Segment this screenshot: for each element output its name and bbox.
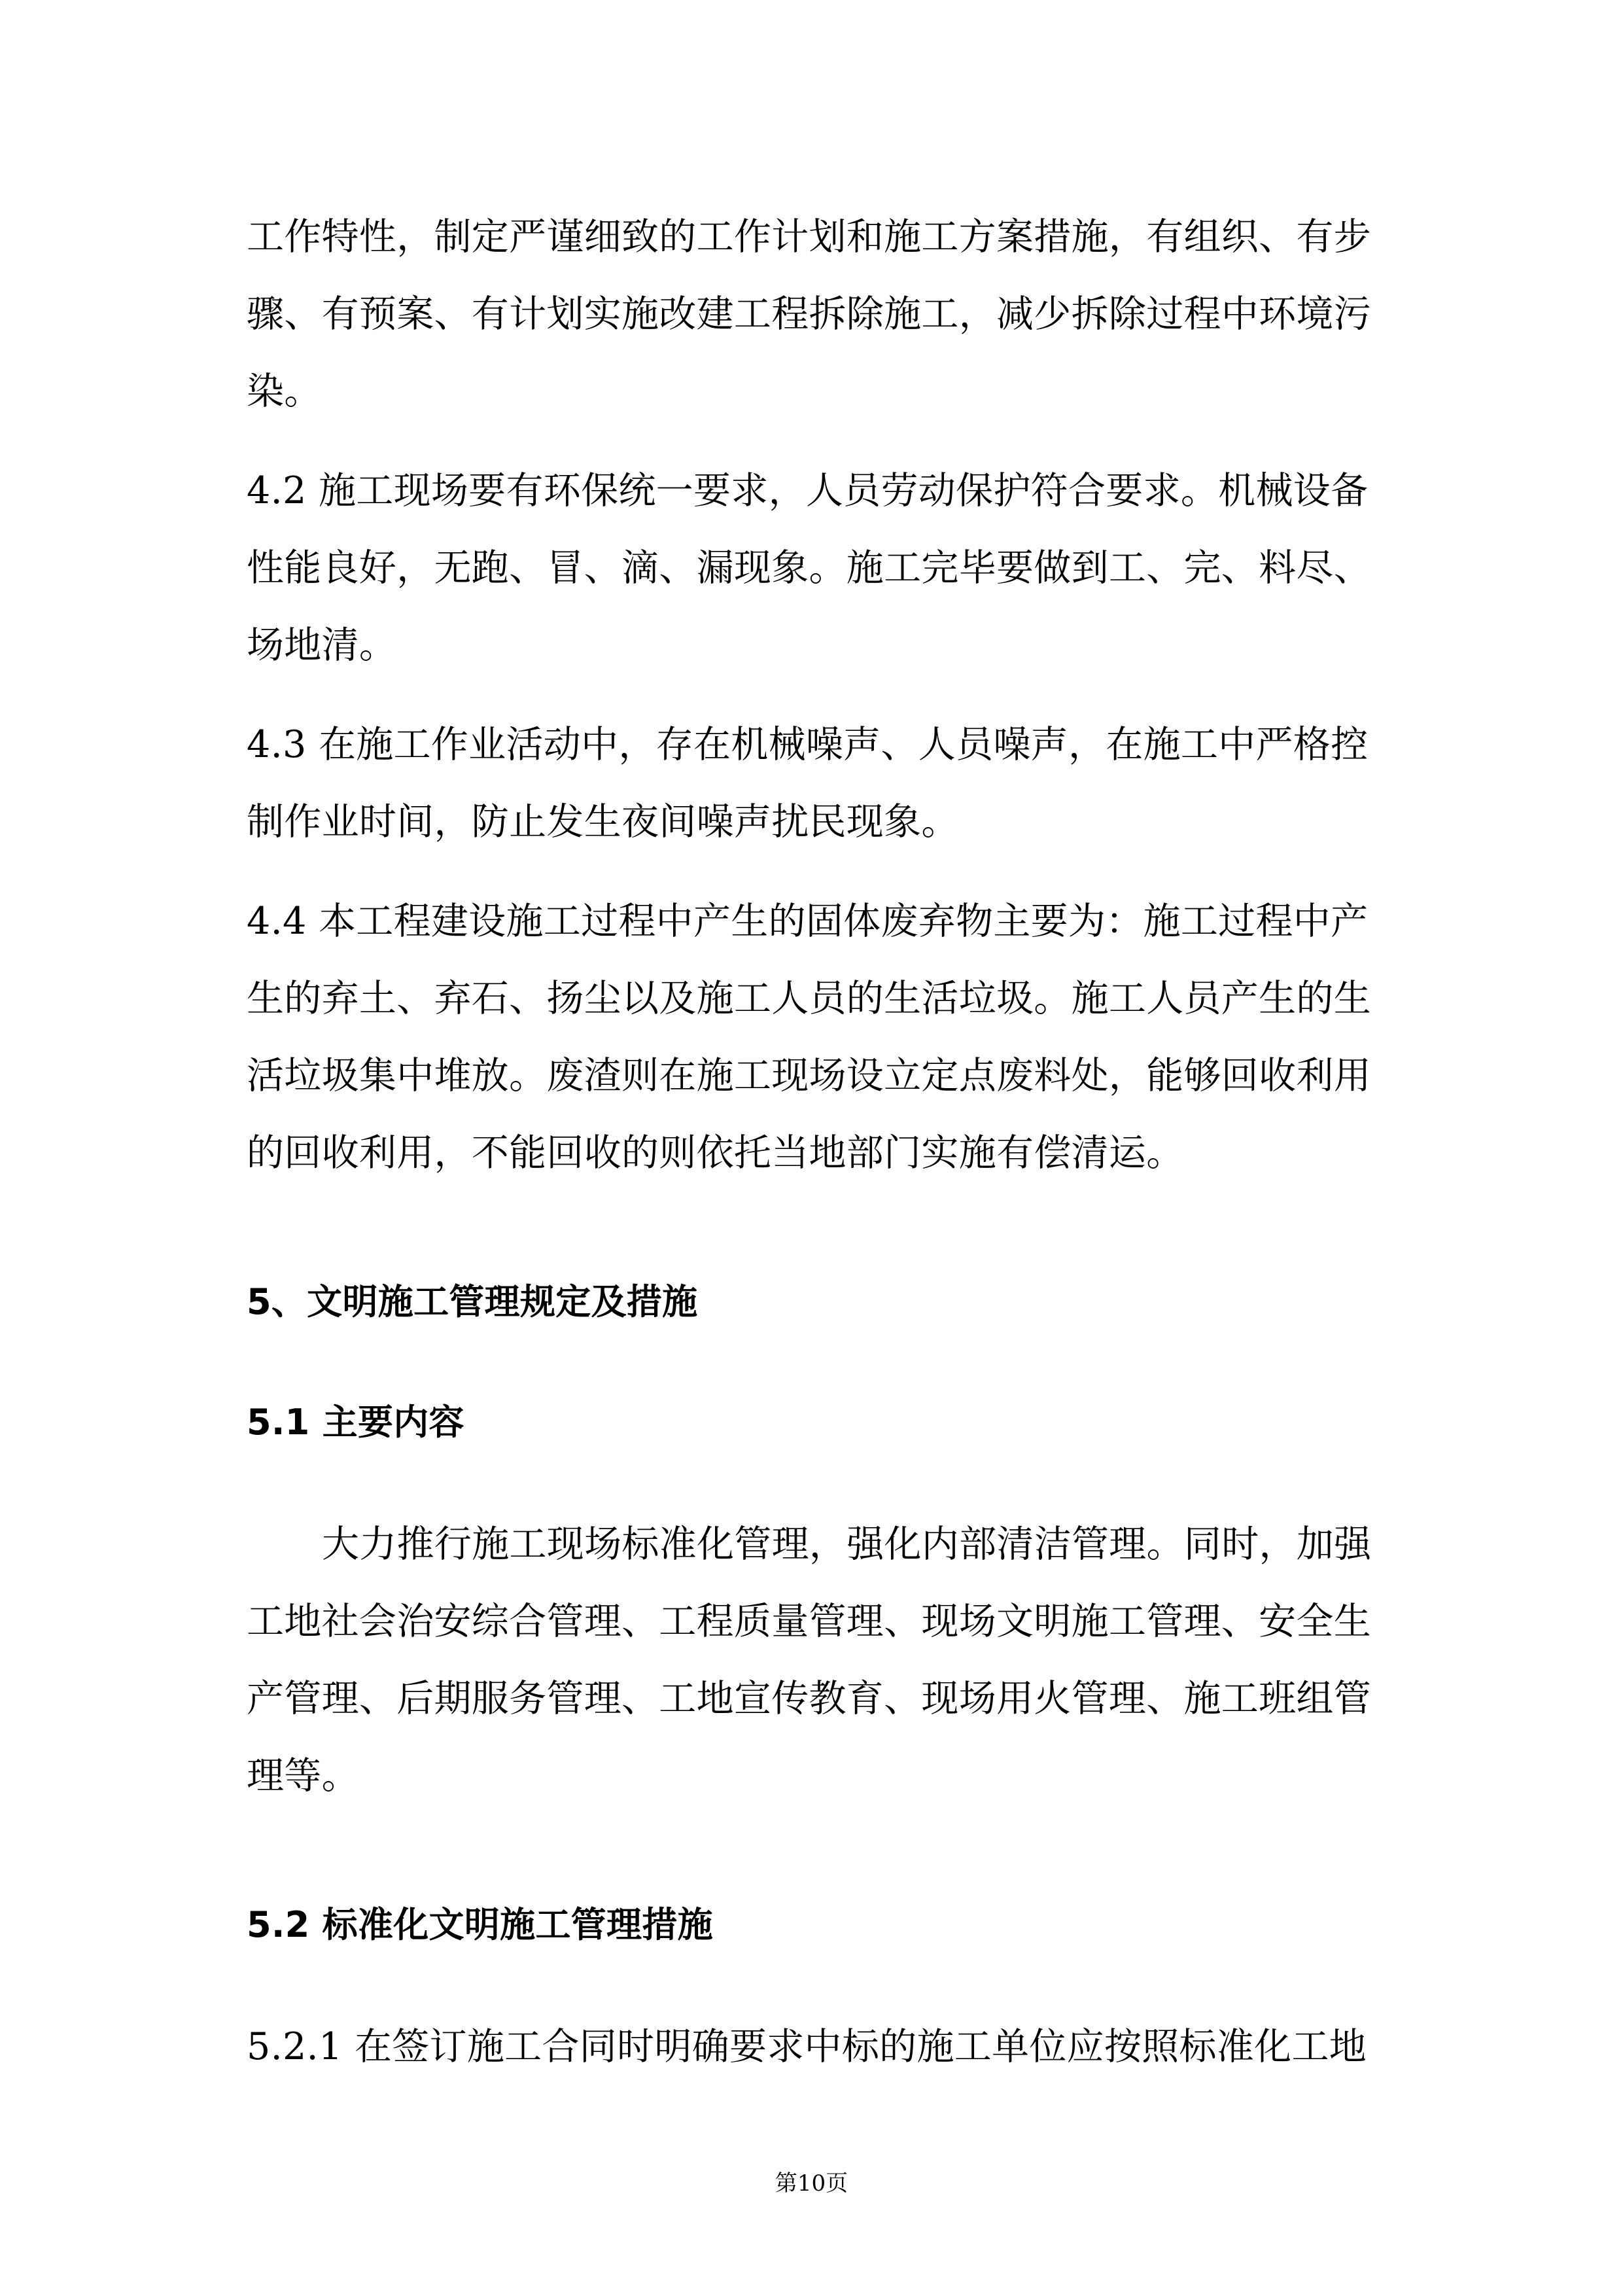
body-text-line: 4.4 本工程建设施工过程中产生的固体废弃物主要为：施工过程中产 (247, 900, 1369, 943)
body-text-line: 制作业时间，防止发生夜间噪声扰民现象。 (247, 800, 959, 843)
section-heading: 5、文明施工管理规定及措施 (247, 1281, 698, 1322)
body-text-line: 工地社会治安综合管理、工程质量管理、现场文明施工管理、安全生 (247, 1600, 1371, 1643)
body-text-line: 理等。 (247, 1754, 359, 1797)
body-text-line: 工作特性，制定严谨细致的工作计划和施工方案措施，有组织、有步 (247, 215, 1371, 258)
body-text-line: 的回收利用，不能回收的则依托当地部门实施有偿清运。 (247, 1131, 1184, 1174)
body-text-line: 大力推行施工现场标准化管理，强化内部清洁管理。同时，加强 (322, 1523, 1372, 1566)
body-text-line: 4.3 在施工作业活动中，存在机械噪声、人员噪声，在施工中严格控 (247, 723, 1369, 766)
subsection-heading: 5.1 主要内容 (247, 1402, 464, 1443)
subsection-heading: 5.2 标准化文明施工管理措施 (247, 1904, 713, 1945)
body-text-line: 活垃圾集中堆放。废渣则在施工现场设立定点废料处，能够回收利用 (247, 1054, 1371, 1097)
body-text-line: 染。 (247, 370, 322, 413)
body-text-line: 4.2 施工现场要有环保统一要求，人员劳动保护符合要求。机械设备 (247, 469, 1369, 512)
body-text-line: 场地清。 (247, 624, 397, 667)
body-text-line: 产管理、后期服务管理、工地宣传教育、现场用火管理、施工班组管 (247, 1677, 1371, 1720)
body-text-line: 骤、有预案、有计划实施改建工程拆除施工，减少拆除过程中环境污 (247, 292, 1371, 336)
body-text-line: 性能良好，无跑、冒、滴、漏现象。施工完毕要做到工、完、料尽、 (247, 546, 1371, 590)
page-number: 第10页 (775, 2170, 848, 2197)
body-text-line: 生的弃土、弃石、扬尘以及施工人员的生活垃圾。施工人员产生的生 (247, 977, 1371, 1020)
body-text-line: 5.2.1 在签订施工合同时明确要求中标的施工单位应按照标准化工地 (247, 2025, 1367, 2068)
